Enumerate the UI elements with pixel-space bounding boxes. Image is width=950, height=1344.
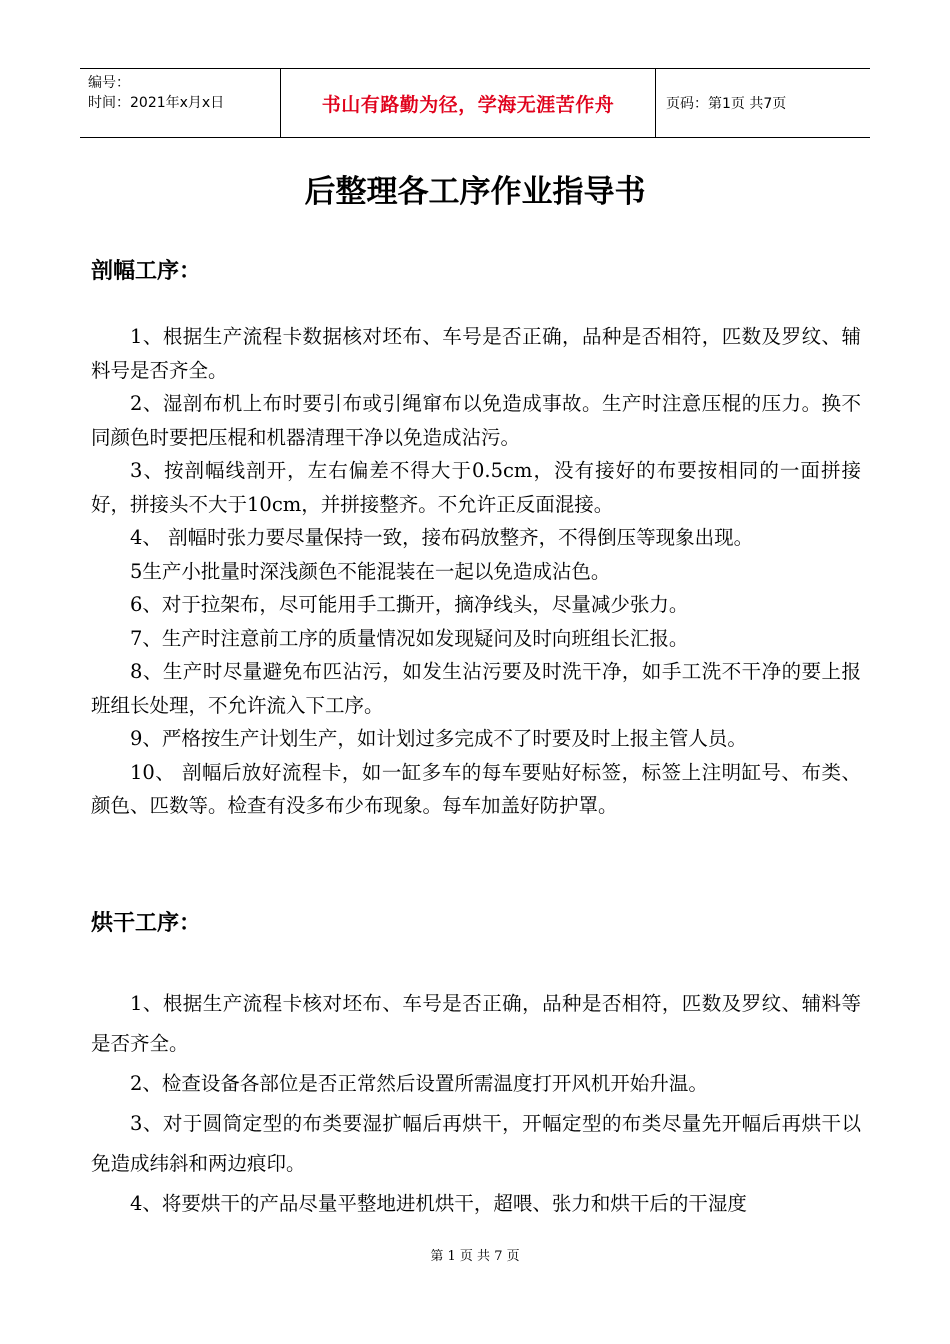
- paragraph: 1、根据生产流程卡数据核对坯布、车号是否正确，品种是否相符，匹数及罗纹、辅料号是否齐全。: [91, 325, 861, 382]
- paragraph: 9、严格按生产计划生产，如计划过多完成不了时要及时上报主管人员。: [130, 727, 747, 750]
- paragraph: 4、 剖幅时张力要尽量保持一致，接布码放整齐，不得倒压等现象出现。: [130, 526, 754, 549]
- document-title: 后整理各工序作业指导书: [304, 174, 646, 210]
- section-body-slitting: [91, 320, 861, 823]
- paragraph: 1、根据生产流程卡核对坯布、车号是否正确，品种是否相符，匹数及罗纹、辅料等是否齐全。: [91, 992, 861, 1055]
- section-body-drying: [91, 984, 861, 1224]
- section-heading-drying: 烘干工序：: [91, 911, 202, 936]
- page-footer: 第 1 页 共 7 页: [430, 1249, 520, 1264]
- paragraph: 5生产小批量时深浅颜色不能混装在一起以免造成沾色。: [130, 559, 611, 583]
- header-motto: 书山有路勤为径，学海无涯苦作舟: [280, 69, 656, 137]
- document-number-label: 编号：: [88, 75, 130, 91]
- paragraph: 3、对于圆筒定型的布类要湿扩幅后再烘干，开幅定型的布类尽量先开幅后再烘干以免造成纬斜和两边痕印。: [91, 1112, 861, 1175]
- paragraph: 2、检查设备各部位是否正常然后设置所需温度打开风机开始升温。: [130, 1072, 708, 1095]
- header-meta: [80, 69, 280, 137]
- header-page-number: 页码：第1页 共7页: [666, 96, 787, 112]
- paragraph: 7、生产时注意前工序的质量情况如发现疑问及时向班组长汇报。: [130, 626, 689, 650]
- paragraph: 2、湿剖布机上布时要引布或引绳窜布以免造成事故。生产时注意压棍的压力。换不同颜色时要把压棍和机器清理干净以免造成沾污。: [91, 392, 861, 449]
- paragraph: 10、 剖幅后放好流程卡，如一缸多车的每车要贴好标签，标签上注明缸号、布类、颜色、匹数等。检查有没多布少布现象。每车加盖好防护罩。: [91, 760, 861, 817]
- paragraph: 3、按剖幅线剖开，左右偏差不得大于0.5cm，没有接好的布要按相同的一面拼接好，拼接头不大于10cm，并拼接整齐。不允许正反面混接。: [91, 459, 861, 516]
- document-date: 时间：2021年x月x日: [88, 95, 225, 111]
- page-header: [80, 68, 870, 138]
- section-heading-slitting: 剖幅工序：: [91, 259, 202, 284]
- paragraph: 8、生产时尽量避免布匹沾污，如发生沾污要及时洗干净，如手工洗不干净的要上报班组长处理，不允许流入下工序。: [91, 660, 861, 717]
- paragraph: 6、对于拉架布，尽可能用手工撕开，摘净线头，尽量减少张力。: [130, 593, 689, 616]
- paragraph: 4、将要烘干的产品尽量平整地进机烘干，超喂、张力和烘干后的干湿度: [130, 1192, 747, 1215]
